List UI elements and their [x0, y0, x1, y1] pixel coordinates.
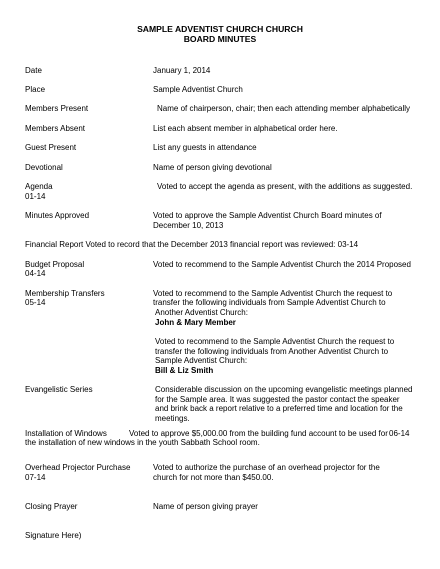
devotional-value: Name of person giving devotional [153, 163, 272, 172]
place-label: Place [25, 85, 46, 94]
document-title: SAMPLE ADVENTIST CHURCH CHURCH [137, 24, 303, 34]
projector-value-line1: Voted to authorize the purchase of an overhead projector for the [153, 463, 380, 472]
minutes-approved-value-line1: Voted to approve the Sample Adventist Church Board minutes of [153, 211, 382, 220]
transfer-in-line: transfer the following individuals from Another Adventist Church to [155, 347, 389, 356]
agenda-code: 01-14 [25, 192, 46, 201]
evangelistic-series-label: Evangelistic Series [25, 385, 93, 394]
transfer-out-line: Another Adventist Church: [155, 308, 248, 317]
windows-value: Voted to approve $5,000.00 from the building fund account to be used for [129, 429, 388, 438]
evangelistic-series-line: Considerable discussion on the upcoming evangelistic meetings planned [155, 385, 413, 394]
closing-prayer-value: Name of person giving prayer [153, 502, 258, 511]
document-subtitle: BOARD MINUTES [183, 34, 257, 44]
windows-line2: the installation of new windows in the youth Sabbath School room. [25, 438, 260, 447]
transfer-out-line: transfer the following individuals from Sample Adventist Church to [153, 298, 386, 307]
evangelistic-series-line: and brink back a report relative to a preferred time and location for the [155, 404, 403, 413]
transfer-in-line: Sample Adventist Church: [155, 356, 248, 365]
windows-code: 06-14 [389, 429, 410, 438]
evangelistic-series-line: meetings. [155, 414, 190, 423]
date-label: Date [25, 66, 42, 75]
financial-report-line: Financial Report Voted to record that the December 2013 financial report was reviewed: 03-14 [25, 240, 359, 249]
membership-transfers-code: 05-14 [25, 298, 46, 307]
transfer-out-names: John & Mary Member [155, 318, 236, 327]
budget-proposal-label: Budget Proposal [25, 260, 85, 269]
agenda-value: Voted to accept the agenda as present, with the additions as suggested. [157, 182, 413, 191]
budget-proposal-value: Voted to recommend to the Sample Adventist Church the 2014 Proposed [153, 260, 411, 269]
budget-proposal-code: 04-14 [25, 269, 46, 278]
transfer-out-line: Voted to recommend to the Sample Adventist Church the request to [153, 289, 393, 298]
minutes-approved-label: Minutes Approved [25, 211, 90, 220]
transfer-in-names: Bill & Liz Smith [155, 366, 214, 375]
guest-present-value: List any guests in attendance [153, 143, 257, 152]
agenda-label: Agenda [25, 182, 53, 191]
projector-label: Overhead Projector Purchase [25, 463, 131, 472]
signature-label: Signature Here) [25, 531, 82, 540]
membership-transfers-label: Membership Transfers [25, 289, 105, 298]
members-present-label: Members Present [25, 104, 89, 113]
minutes-approved-value-line2: December 10, 2013 [153, 221, 224, 230]
members-absent-label: Members Absent [25, 124, 86, 133]
guest-present-label: Guest Present [25, 143, 77, 152]
evangelistic-series-line: for the Sample area. It was suggested the pastor contact the speaker [155, 395, 400, 404]
projector-code: 07-14 [25, 473, 46, 482]
projector-value-line2: church for not more than $450.00. [153, 473, 274, 482]
closing-prayer-label: Closing Prayer [25, 502, 78, 511]
date-value: January 1, 2014 [153, 66, 211, 75]
devotional-label: Devotional [25, 163, 63, 172]
place-value: Sample Adventist Church [153, 85, 243, 94]
windows-label: Installation of Windows [25, 429, 107, 438]
members-present-value: Name of chairperson, chair; then each attending member alphabetically [157, 104, 411, 113]
transfer-in-line: Voted to recommend to the Sample Adventist Church the request to [155, 337, 395, 346]
members-absent-value: List each absent member in alphabetical order here. [153, 124, 338, 133]
